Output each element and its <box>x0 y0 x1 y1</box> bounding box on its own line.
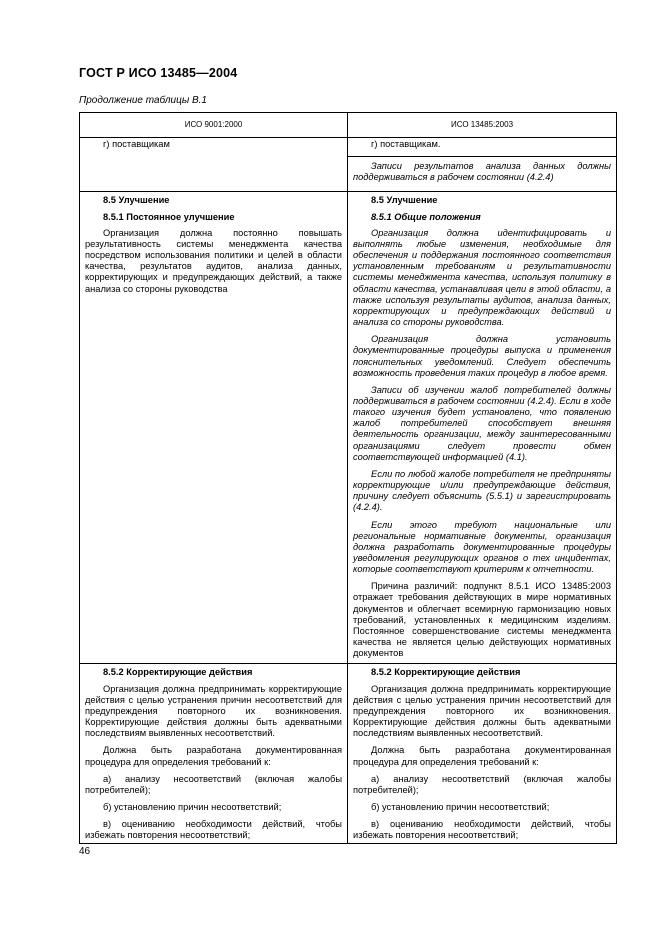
paragraph: Организация должна установить документированные процедуры выпуска и применения пояснительных уведомлений. Следует обеспечить возможность проведения таких процедур в любое время. <box>353 334 611 378</box>
list-item: а) анализу несоответствий (включая жалобы потребителей); <box>353 773 611 795</box>
comparison-table <box>79 112 617 844</box>
subsection-heading: 8.5.1 Постоянное улучшение <box>103 211 235 222</box>
item-suppliers: г) поставщикам <box>103 139 170 149</box>
records-paragraph: Записи результатов анализа данных должны поддерживаться в рабочем состоянии (4.2.4) <box>353 161 611 183</box>
page-number: 46 <box>79 846 91 857</box>
table-caption: Продолжение таблицы В.1 <box>79 95 207 106</box>
paragraph: Если этого требуют национальные или региональные нормативные документы, организация должна разработать документированные процедуры уведомления регулирующих органов о тех инцидентах, которые соответствуют критериям к отчетности. <box>353 519 611 575</box>
row1-right-cell <box>348 138 617 192</box>
item-suppliers: г) поставщикам. <box>371 139 441 149</box>
header-iso-13485: ИСО 13485:2003 <box>348 113 617 138</box>
row1-left-cell <box>80 138 348 192</box>
section-heading: 8.5.2 Корректирующие действия <box>371 667 521 678</box>
row2-left-cell <box>80 192 348 664</box>
paragraph: Организация должна предпринимать корректирующие действия с целью устранения причин несоответствий для предупреждения повторного их возникновения. Корректирующие действия должны быть адекватными последствиям выявленных несоответствий. <box>85 683 342 739</box>
row3-left-cell <box>80 664 348 844</box>
paragraph: Записи об изучении жалоб потребителей должны поддерживаться в рабочем состоянии (4.2.4). Если в ходе такого изучения будет установлено, что появлению жалоб потребителей способствует внешняя деятельность организации, между заинтересованными организациями следует провести обмен соответствующей информацией (4.1). <box>353 384 611 462</box>
header-iso-9001: ИСО 9001:2000 <box>80 113 348 138</box>
section-heading: 8.5.2 Корректирующие действия <box>103 667 253 678</box>
subsection-heading: 8.5.1 Общие положения <box>371 211 481 222</box>
list-item: в) оцениванию необходимости действий, чтобы избежать повторения несоответствий; <box>85 819 342 841</box>
paragraph: Должна быть разработана документированная процедура для определения требований к: <box>85 745 342 767</box>
paragraph: Организация должна идентифицировать и выполнять любые изменения, необходимые для обеспечения и поддержания постоянного соответствия установленным требованиям и результативности системы менеджмента качества, используя политику в области качества, устанавливая цели в этой области, а также используя результаты аудитов, анализа данных, корректирующих и предупреждающих действий и анализа со стороны руководства. <box>353 227 611 328</box>
reason-paragraph: Причина различий: подпункт 8.5.1 ИСО 13485:2003 отражает требования действующих в мире нормативных документов и облегчает всемирную гармонизацию новых требований, установленных к медицинским изделиям. Постоянное совершенствование системы менеджмента качества не является целью действующих нормативных документов <box>353 581 611 659</box>
table-row <box>80 192 617 664</box>
table-row <box>80 664 617 844</box>
cell-divider <box>348 156 616 157</box>
paragraph: Организация должна постоянно повышать результативность системы менеджмента качества посредством использования политики и целей в области качества, результатов аудитов, анализа данных, корректирующих и предупреждающих действий, а также анализа со стороны руководства <box>85 227 342 294</box>
list-item: а) анализу несоответствий (включая жалобы потребителей); <box>85 773 342 795</box>
paragraph: Должна быть разработана документированная процедура для определения требований к: <box>353 745 611 767</box>
table-header-row <box>80 113 617 138</box>
list-item: в) оцениванию необходимости действий, чтобы избежать повторения несоответствий; <box>353 819 611 841</box>
section-heading: 8.5 Улучшение <box>371 195 438 206</box>
row3-right-cell <box>348 664 617 844</box>
document-title: ГОСТ Р ИСО 13485—2004 <box>79 66 238 80</box>
list-item: б) установлению причин несоответствий; <box>371 801 550 812</box>
paragraph: Если по любой жалобе потребителя не предприняты корректирующие и/или предупреждающие действия, причину следует объяснить (5.5.1) и зарегистрировать (4.2.4). <box>353 468 611 513</box>
list-item: б) установлению причин несоответствий; <box>103 801 282 812</box>
paragraph: Организация должна предпринимать корректирующие действия с целью устранения причин несоответствий для предупреждения повторного их возникновения. Корректирующие действия должны быть адекватными последствиям выявленных несоответствий. <box>353 683 611 739</box>
section-heading: 8.5 Улучшение <box>103 195 170 206</box>
table-row <box>80 138 617 192</box>
row2-right-cell <box>348 192 617 664</box>
